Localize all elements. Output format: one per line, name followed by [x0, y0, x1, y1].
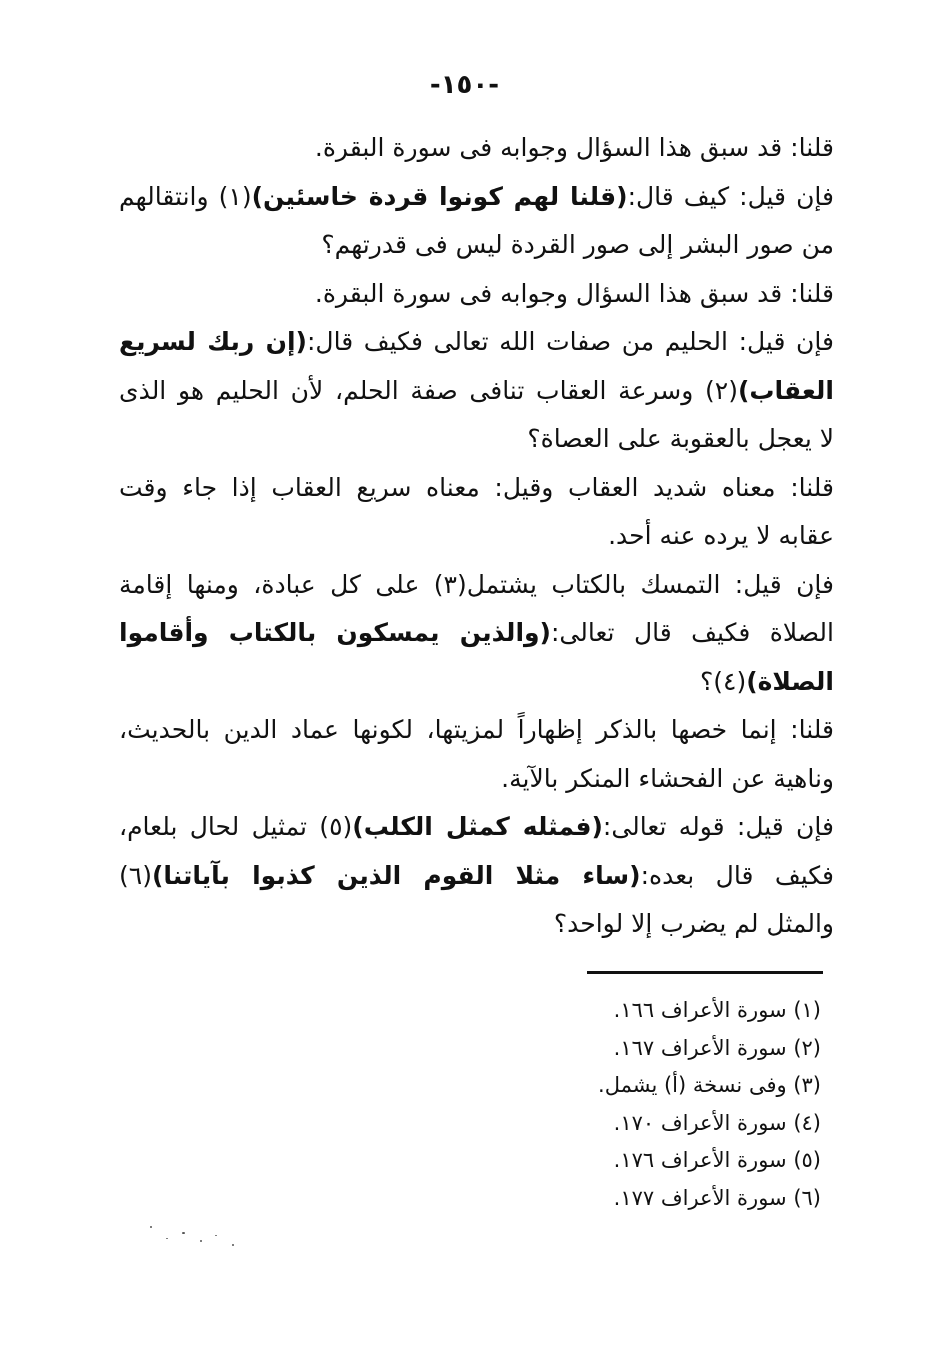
text-segment: فكيف قال بعده:: [640, 860, 834, 890]
quranic-quote: العقاب): [738, 375, 834, 405]
text-segment: (١) وانتقالهم: [119, 181, 252, 211]
text-line: [119, 221, 834, 270]
text-line: [119, 658, 834, 707]
scan-speckle: [166, 1238, 168, 1239]
text-line: [119, 464, 834, 513]
quranic-quote: (فمثله كمثل الكلب): [352, 812, 603, 841]
scan-speckle: [215, 1235, 217, 1236]
text-line: [119, 852, 834, 901]
footnote-separator: [587, 971, 823, 974]
footnote: (٦) سورة الأعراف ١٧٧.: [613, 1185, 821, 1210]
text-segment: (٢) وسرعة العقاب تنافى صفة الحلم، لأن الحليم هو الذى: [119, 375, 738, 405]
text-line: [119, 124, 834, 173]
text-line: [119, 512, 834, 561]
text-segment: والمثل لم يضرب إلا لواحد؟: [553, 909, 834, 938]
text-line: [119, 803, 834, 852]
text-segment: من صور البشر إلى صور القردة ليس فى قدرتهم؟: [321, 230, 834, 259]
text-segment: قلنا: معناه شديد العقاب وقيل: معناه سريع العقاب إذا جاء وقت: [119, 472, 834, 502]
quranic-quote: الصلاة): [746, 666, 834, 696]
text-line: [119, 270, 834, 319]
page-number: -١٥٠-: [429, 70, 500, 100]
text-line: [119, 900, 834, 949]
text-segment: فإن قيل: كيف قال:: [627, 181, 834, 211]
scan-speckle: [150, 1226, 152, 1228]
text-segment: قلنا: إنما خصها بالذكر إظهاراً لمزيتها، لكونها عماد الدين بالحديث،: [119, 715, 834, 744]
text-line: [119, 367, 834, 416]
text-segment: (٤)؟: [700, 666, 747, 696]
text-segment: وناهية عن الفحشاء المنكر بالآية.: [501, 763, 834, 793]
text-line: [119, 706, 834, 755]
footnote: (٤) سورة الأعراف ١٧٠.: [613, 1110, 821, 1135]
text-line: [119, 173, 834, 222]
text-segment: فإن قيل: التمسك بالكتاب يشتمل(٣) على كل عبادة، ومنها إقامة: [119, 569, 834, 599]
scan-speckle: [200, 1240, 202, 1242]
scan-speckle: [232, 1244, 234, 1246]
quranic-quote: (ساء مثلا القوم الذين كذبوا بآياتنا): [151, 860, 641, 890]
text-line: [119, 415, 834, 464]
text-line: [119, 755, 834, 804]
text-segment: الصلاة فكيف قال تعالى:: [550, 618, 834, 647]
text-segment: فإن قيل: الحليم من صفات الله تعالى فكيف قال:: [306, 327, 834, 356]
text-segment: عقابه لا يرده عنه أحد.: [608, 521, 834, 550]
quranic-quote: (والذين يمسكون بالكتاب وأقاموا: [119, 618, 551, 647]
text-line: [119, 561, 834, 610]
text-segment: قلنا: قد سبق هذا السؤال وجوابه فى سورة البقرة.: [314, 278, 834, 308]
body-text: [119, 124, 834, 949]
text-segment: فإن قيل: قوله تعالى:: [602, 812, 834, 841]
footnote: (٢) سورة الأعراف ١٦٧.: [613, 1035, 821, 1060]
footnotes: [421, 992, 821, 1217]
scan-speckle: [182, 1232, 185, 1234]
text-segment: قلنا: قد سبق هذا السؤال وجوابه فى سورة البقرة.: [314, 133, 834, 162]
footnote: (٥) سورة الأعراف ١٧٦.: [613, 1148, 821, 1172]
text-segment: لا يعجل بالعقوبة على العصاة؟: [527, 424, 834, 453]
text-segment: (٥) تمثيل لحال بلعام،: [119, 812, 353, 841]
footnote: (١) سورة الأعراف ١٦٦.: [613, 998, 821, 1022]
text-line: [119, 609, 834, 658]
quranic-quote: (قلنا لهم كونوا قردة خاسئين): [251, 181, 628, 211]
text-line: [119, 318, 834, 367]
quranic-quote: (إن ربك لسريع: [119, 327, 307, 356]
footnote: (٣) وفى نسخة (أ) يشمل.: [598, 1073, 821, 1097]
text-segment: (٦): [119, 860, 152, 890]
